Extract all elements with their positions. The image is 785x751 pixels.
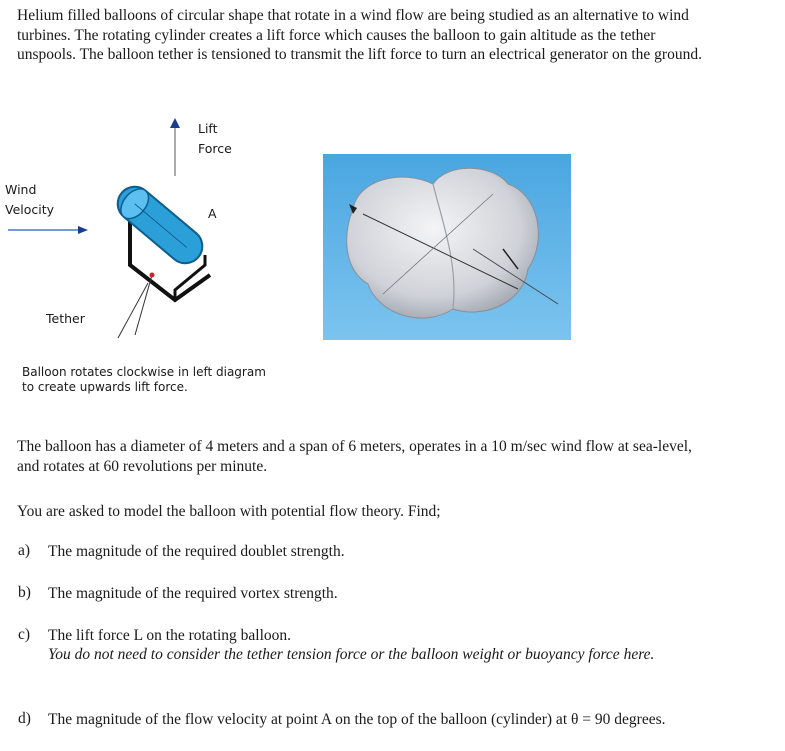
question-note: You do not need to consider the tether tension force or the balloon weight or buoyancy force here. — [48, 646, 655, 663]
tether-label: Tether — [46, 311, 85, 326]
specs-paragraph: The balloon has a diameter of 4 meters and a span of 6 meters, operates in a 10 m/sec wind flow at sea-level, and rotates at 60 revolutions per minute. — [17, 438, 692, 475]
caption-line-2: to create upwards lift force. — [22, 380, 188, 394]
balloon-photo — [323, 154, 571, 340]
question-letter: d) — [18, 710, 31, 727]
diagram-caption — [22, 365, 266, 395]
wind-arrow — [8, 225, 98, 235]
intro-paragraph: Helium filled balloons of circular shape that rotate in a wind flow are being studied as an alternative to wind turbines. The rotating cylinder creates a lift force which causes the balloon to gain altitude as the tether unspools. The balloon tether is tensioned to transmit the lift force to turn an electrical generator on the ground. — [17, 7, 702, 63]
question-text: The magnitude of the flow velocity at point A on the top of the balloon (cylinder) at θ = 90 degrees. — [48, 711, 666, 728]
question-text: The lift force L on the rotating balloon. — [48, 627, 292, 644]
question-text: The magnitude of the required doublet strength. — [48, 543, 345, 560]
caption-line-1: Balloon rotates clockwise in left diagram — [22, 365, 266, 379]
question-letter: a) — [18, 542, 31, 559]
lift-label-1: Lift — [198, 121, 218, 136]
wind-label-2: Velocity — [5, 202, 55, 217]
question-text: The magnitude of the required vortex strength. — [48, 585, 338, 602]
question-letter: c) — [18, 626, 31, 643]
lift-label-2: Force — [198, 141, 232, 156]
point-a-label: A — [208, 206, 217, 221]
question-letter: b) — [18, 584, 31, 601]
task-paragraph: You are asked to model the balloon with potential flow theory. Find; — [17, 503, 441, 520]
wind-label-1: Wind — [5, 182, 37, 197]
tether-line — [118, 283, 178, 363]
